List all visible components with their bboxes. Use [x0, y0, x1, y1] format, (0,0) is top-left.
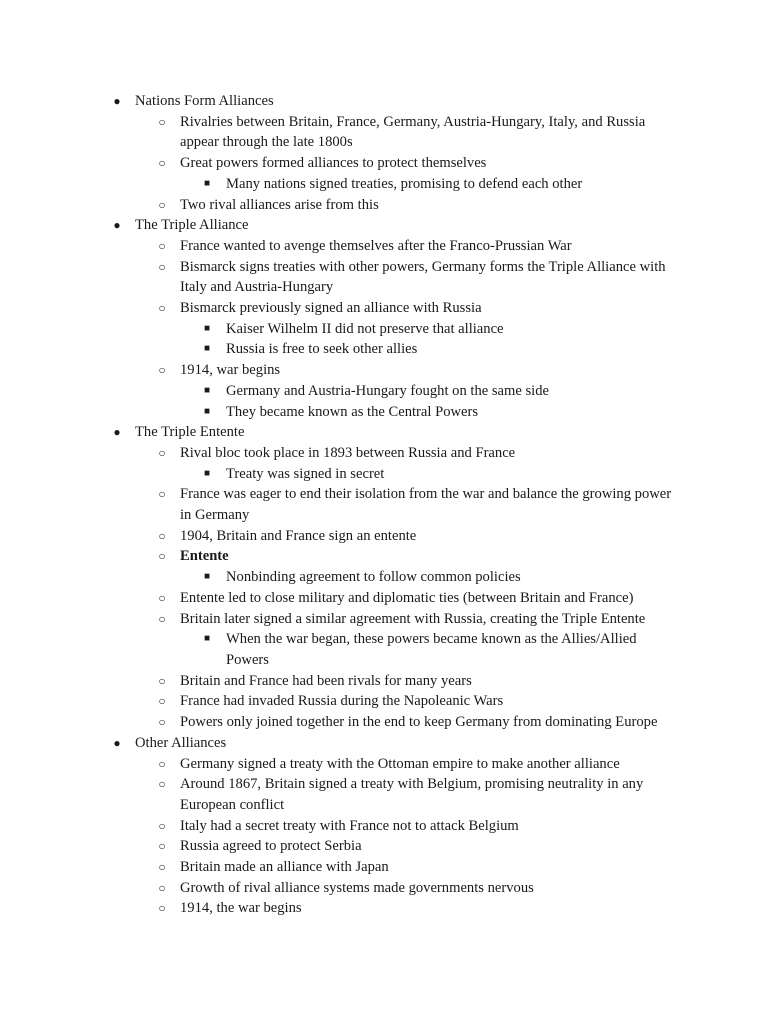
outline-item-level-2: [0, 195, 768, 216]
outline-item-level-2: [0, 836, 768, 857]
outline-item-level-1: [0, 733, 768, 754]
outline-item-level-2: [0, 443, 768, 464]
outline-item-level-2: [0, 546, 768, 567]
hollow-circle-bullet-icon: ○: [158, 259, 166, 274]
outline-item-text: When the war began, these powers became known as the Allies/Allied Powers: [226, 631, 637, 668]
hollow-circle-bullet-icon: ○: [158, 839, 166, 854]
outline-item-text: Nonbinding agreement to follow common policies: [226, 569, 521, 586]
outline-item-text: Italy had a secret treaty with France not to attack Belgium: [180, 817, 519, 834]
outline-item-text: 1914, war begins: [180, 362, 281, 379]
hollow-circle-bullet-icon: ○: [158, 197, 166, 212]
outline-item-level-2: [0, 898, 768, 919]
outline-item-level-1: [0, 422, 768, 443]
outline-item-level-2: [0, 774, 768, 815]
outline-item-text: Russia agreed to protect Serbia: [180, 838, 362, 855]
hollow-circle-bullet-icon: ○: [158, 363, 166, 378]
outline-item-level-2: [0, 360, 768, 381]
outline-item-text: They became known as the Central Powers: [226, 403, 479, 420]
outline-item-level-2: [0, 857, 768, 878]
filled-circle-bullet-icon: ●: [113, 218, 121, 233]
outline-item-text: Powers only joined together in the end to keep Germany from dominating Europe: [180, 714, 658, 731]
outline-item-level-3: [0, 567, 768, 588]
outline-item-level-3: [0, 339, 768, 360]
filled-circle-bullet-icon: ●: [113, 735, 121, 750]
outline-item-level-2: [0, 526, 768, 547]
filled-square-bullet-icon: ■: [203, 467, 211, 479]
outline-item-level-3: [0, 402, 768, 423]
filled-square-bullet-icon: ■: [203, 177, 211, 189]
hollow-circle-bullet-icon: ○: [158, 156, 166, 171]
outline-item-level-2: [0, 712, 768, 733]
outline-item-text: Britain and France had been rivals for many years: [180, 672, 472, 689]
outline-item-level-2: [0, 257, 768, 298]
outline-item-text: Great powers formed alliances to protect themselves: [180, 155, 487, 172]
outline-item-level-2: [0, 236, 768, 257]
filled-square-bullet-icon: ■: [203, 322, 211, 334]
filled-square-bullet-icon: ■: [203, 405, 211, 417]
outline-item-text: Many nations signed treaties, promising to defend each other: [226, 175, 583, 192]
outline-item-text: The Triple Entente: [135, 424, 245, 441]
outline-item-text: France wanted to avenge themselves after the Franco-Prussian War: [180, 237, 572, 254]
outline-item-level-3: [0, 381, 768, 402]
bullet-outline: [0, 91, 768, 919]
hollow-circle-bullet-icon: ○: [158, 549, 166, 564]
outline-item-level-2: [0, 816, 768, 837]
hollow-circle-bullet-icon: ○: [158, 715, 166, 730]
document-page: [0, 91, 768, 919]
filled-square-bullet-icon: ■: [203, 384, 211, 396]
outline-item-text: Kaiser Wilhelm II did not preserve that alliance: [226, 320, 504, 337]
outline-item-text: Rivalries between Britain, France, Germany, Austria-Hungary, Italy, and Russia appear through the late 1800s: [180, 113, 646, 151]
hollow-circle-bullet-icon: ○: [158, 880, 166, 895]
filled-circle-bullet-icon: ●: [113, 94, 121, 108]
outline-item-text: 1914, the war begins: [180, 900, 302, 917]
hollow-circle-bullet-icon: ○: [158, 777, 166, 792]
outline-item-text: Germany and Austria-Hungary fought on the same side: [226, 382, 550, 399]
outline-item-level-2: [0, 153, 768, 174]
hollow-circle-bullet-icon: ○: [158, 860, 166, 875]
filled-square-bullet-icon: ■: [203, 343, 211, 355]
outline-item-text: Entente: [180, 548, 229, 565]
filled-square-bullet-icon: ■: [203, 571, 211, 583]
outline-item-text: Rival bloc took place in 1893 between Russia and France: [180, 444, 516, 461]
hollow-circle-bullet-icon: ○: [158, 238, 166, 253]
outline-item-level-3: [0, 174, 768, 195]
outline-item-text: France was eager to end their isolation from the war and balance the growing power in Germany: [180, 486, 672, 524]
outline-item-text: Britain later signed a similar agreement with Russia, creating the Triple Entente: [180, 610, 646, 627]
outline-item-text: Nations Form Alliances: [135, 93, 274, 109]
outline-item-level-3: [0, 629, 768, 670]
outline-item-level-2: [0, 878, 768, 899]
outline-item-text: Bismarck signs treaties with other powers, Germany forms the Triple Alliance with Italy and Austria-Hungary: [180, 258, 666, 296]
outline-item-text: Other Alliances: [135, 734, 227, 751]
outline-item-level-2: [0, 671, 768, 692]
hollow-circle-bullet-icon: ○: [158, 818, 166, 833]
outline-item-text: Russia is free to seek other allies: [226, 341, 418, 358]
outline-item-text: Entente led to close military and diplomatic ties (between Britain and France): [180, 589, 634, 606]
outline-item-level-1: [0, 91, 768, 112]
outline-item-level-3: [0, 464, 768, 485]
outline-item-level-3: [0, 319, 768, 340]
outline-item-level-2: [0, 484, 768, 525]
outline-item-text: The Triple Alliance: [135, 217, 249, 234]
outline-item-text: Two rival alliances arise from this: [180, 196, 379, 213]
outline-item-level-2: [0, 691, 768, 712]
outline-item-level-2: [0, 609, 768, 630]
outline-item-text: Growth of rival alliance systems made governments nervous: [180, 879, 534, 896]
hollow-circle-bullet-icon: ○: [158, 445, 166, 460]
outline-item-text: France had invaded Russia during the Napoleanic Wars: [180, 693, 504, 710]
hollow-circle-bullet-icon: ○: [158, 611, 166, 626]
outline-item-text: Germany signed a treaty with the Ottoman empire to make another alliance: [180, 755, 620, 772]
outline-item-text: Around 1867, Britain signed a treaty with Belgium, promising neutrality in any European conflict: [180, 776, 644, 813]
hollow-circle-bullet-icon: ○: [158, 590, 166, 605]
hollow-circle-bullet-icon: ○: [158, 901, 166, 916]
outline-item-text: Treaty was signed in secret: [226, 465, 385, 482]
outline-item-text: 1904, Britain and France sign an entente: [180, 527, 417, 544]
hollow-circle-bullet-icon: ○: [158, 301, 166, 316]
filled-circle-bullet-icon: ●: [113, 425, 121, 440]
hollow-circle-bullet-icon: ○: [158, 487, 166, 502]
hollow-circle-bullet-icon: ○: [158, 673, 166, 688]
outline-item-text: Bismarck previously signed an alliance with Russia: [180, 300, 482, 317]
outline-item-level-2: [0, 298, 768, 319]
outline-item-level-1: [0, 215, 768, 236]
hollow-circle-bullet-icon: ○: [158, 528, 166, 543]
hollow-circle-bullet-icon: ○: [158, 694, 166, 709]
outline-item-level-2: [0, 588, 768, 609]
hollow-circle-bullet-icon: ○: [158, 756, 166, 771]
hollow-circle-bullet-icon: ○: [158, 114, 166, 129]
outline-item-text: Britain made an alliance with Japan: [180, 859, 389, 876]
outline-item-level-2: [0, 112, 768, 153]
filled-square-bullet-icon: ■: [203, 633, 211, 645]
outline-item-level-2: [0, 754, 768, 775]
